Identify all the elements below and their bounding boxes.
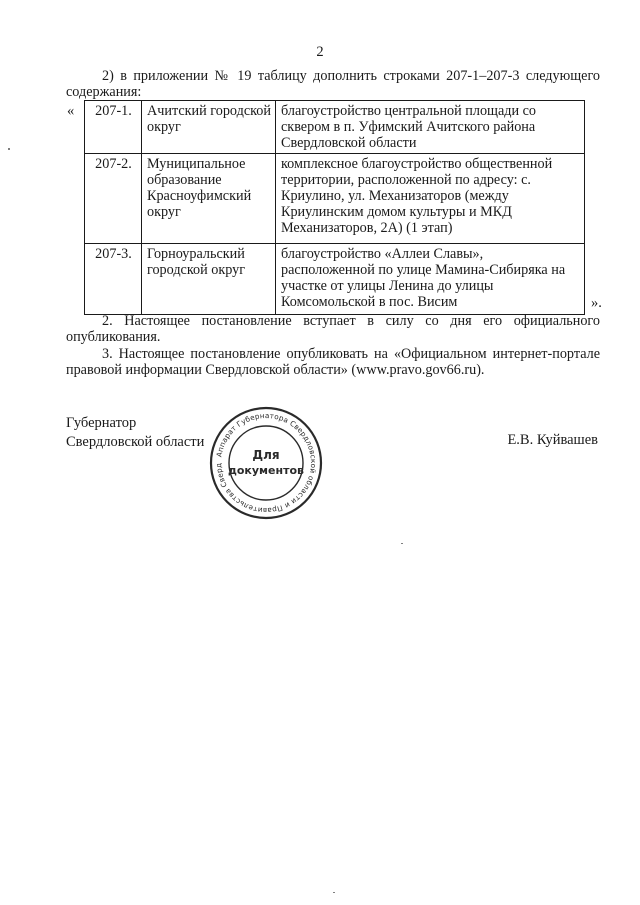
official-stamp bbox=[209, 406, 323, 520]
scan-speck bbox=[401, 543, 403, 544]
row-number: 207-2. bbox=[85, 154, 142, 244]
paragraph-effective-date: 2. Настоящее постановление вступает в силу со дня его официального опубликования. bbox=[66, 313, 600, 345]
table-row bbox=[85, 154, 585, 244]
paragraph-publication: 3. Настоящее постановление опубликовать на «Официальном интернет-портале правовой информации Свердловской области» (www.pravo.gov66.ru). bbox=[66, 346, 600, 378]
quote-open: « bbox=[67, 103, 75, 119]
intro-paragraph: 2) в приложении № 19 таблицу дополнить строками 207-1–207-3 следующего содержания: bbox=[66, 68, 600, 100]
row-number: 207-3. bbox=[85, 244, 142, 315]
signatory-title-line: Свердловской области bbox=[66, 433, 205, 450]
municipality-cell: Муниципальное образование Красноуфимский округ bbox=[142, 154, 276, 244]
project-cell: благоустройство «Аллеи Славы», расположенной по улице Мамина-Сибиряка на участке от улицы Ленина до улицы Комсомольской в пос. Висим bbox=[276, 244, 585, 315]
project-cell: благоустройство центральной площади со сквером в п. Уфимский Ачитского района Свердловской области bbox=[276, 101, 585, 154]
stamp-seal-icon bbox=[209, 406, 323, 520]
signatory-name: Е.В. Куйвашев bbox=[507, 432, 598, 448]
signatory-title-line: Губернатор bbox=[66, 415, 137, 431]
page-number: 2 bbox=[316, 44, 324, 60]
amendment-table bbox=[84, 100, 585, 315]
municipality-cell: Горноуральский городской округ bbox=[142, 244, 276, 315]
quote-close: ». bbox=[591, 295, 602, 311]
table-row bbox=[85, 101, 585, 154]
municipality-cell: Ачитский городской округ bbox=[142, 101, 276, 154]
scan-speck bbox=[8, 148, 10, 150]
table-row bbox=[85, 244, 585, 315]
scan-speck bbox=[333, 892, 335, 893]
project-cell: комплексное благоустройство общественной территории, расположенной по адресу: с. Криулино, ул. Механизаторов (между Криулинским домом культуры и МКД Механизаторов, 2А) (1 этап) bbox=[276, 154, 585, 244]
stamp-ring-text: Аппарат Губернатора Свердловской области и Правительства Сверд bbox=[213, 410, 319, 516]
stamp-center-line: Для bbox=[252, 448, 280, 462]
signatory-title bbox=[66, 414, 204, 451]
stamp-center-line: документов bbox=[227, 464, 305, 477]
row-number: 207-1. bbox=[85, 101, 142, 154]
